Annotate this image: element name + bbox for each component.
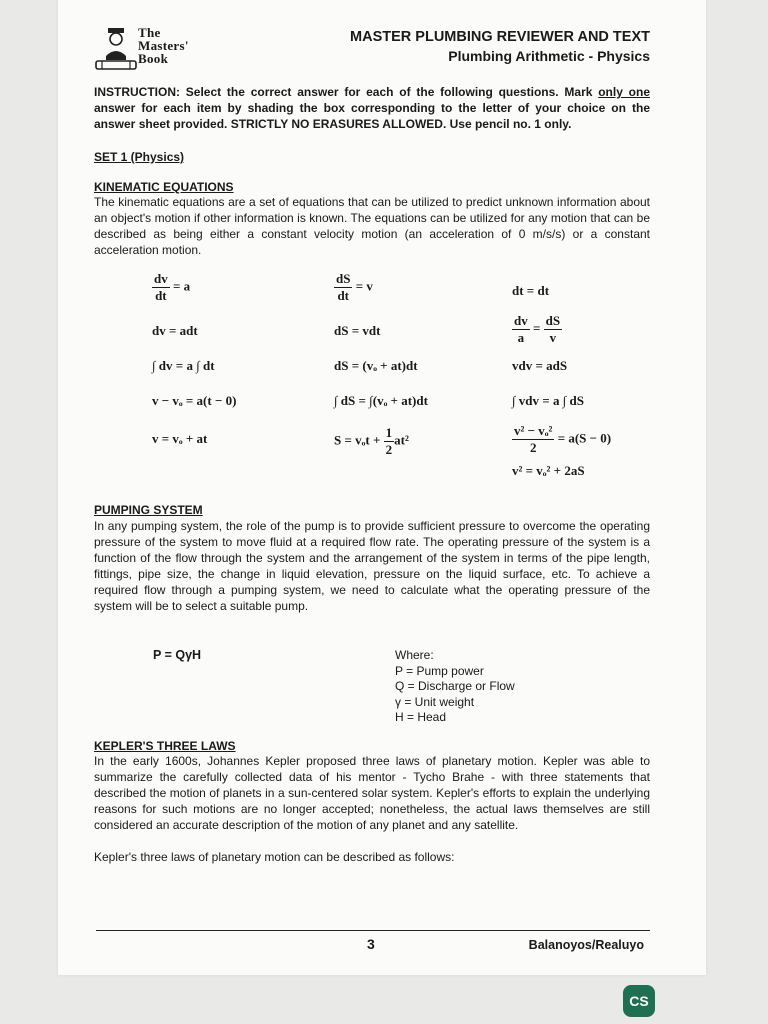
document-page — [58, 0, 706, 975]
eq-dv-adt: dv = adt — [152, 323, 198, 338]
pumping-paragraph: In any pumping system, the role of the pump is to provide sufficient pressure to overcome the operating pressure of the system to move fluid at a required flow rate. The operating pressure of the system is a function of the flow through the system and the arrangement of the system in terms of the pipe length, fittings, pipe size, the change in liquid elevation, pressure on the liquid surface, etc. To achieve a required flow through a pumping system, we need to calculate what the operating pressure of the system will be to select a suitable pump. — [94, 519, 650, 613]
eq-dS-vdt: dS = vdt — [334, 323, 381, 338]
book-subtitle: Plumbing Arithmetic - Physics — [448, 48, 650, 64]
eq-v2-v02-over-2: $\frac{\text{v² − vₒ²}}{2}$ = a(S − 0) — [514, 423, 612, 455]
set-heading: SET 1 (Physics) — [94, 150, 185, 164]
eq-v-v0-at: v = vₒ + at — [152, 431, 208, 446]
eq-integral-dv: ∫ dv = a ∫ dt — [152, 358, 215, 373]
authors: Balanoyos/Realuyo — [528, 938, 644, 952]
eq-vdv-adS: vdv = adS — [512, 358, 568, 373]
kepler-paragraph: In the early 1600s, Johannes Kepler proposed three laws of planetary motion. Kepler was able to summarize the carefully collected data of his mentor - Tycho Brahe - with three statements that described the motion of planets in a sun-centered solar system. Kepler's efforts to explain the underlying reasons for such motions are no longer accepted; nonetheless, the actual laws themselves are still considered an accurate description of the motion of any planet and any satellite. — [94, 754, 650, 832]
logo-line-2: Masters' — [138, 38, 189, 53]
kinematics-paragraph: The kinematic equations are a set of equations that can be utilized to predict unknown information about an object's motion if other information is known. The equations can be utilized for any motion that can be described as being either a constant velocity motion (an acceleration of 0 m/s/s) or a constant acceleration motion. — [94, 195, 650, 257]
logo-line-1: The — [138, 25, 161, 40]
masters-book-logo — [94, 26, 204, 72]
eq-v-minus-v0: v − vₒ = a(t − 0) — [152, 393, 237, 408]
logo-emblem-icon — [94, 26, 138, 72]
eq-dS-v0-at: dS = (vₒ + at)dt — [334, 358, 418, 373]
instruction-emphasis: only one — [598, 85, 650, 99]
eq-integral-dS: ∫ dS = ∫(vₒ + at)dt — [334, 393, 428, 408]
logo-line-3: Book — [138, 51, 169, 66]
kinematics-heading: KINEMATIC EQUATIONS — [94, 180, 234, 194]
legend-item-h: H = Head — [395, 710, 447, 724]
legend-item-gamma: γ = Unit weight — [395, 694, 475, 709]
eq-v2-v02-2aS: v² = vₒ² + 2aS — [512, 463, 585, 478]
pumping-heading: PUMPING SYSTEM — [94, 503, 203, 517]
eq-dS-dt: $\frac{dS}{dt}$ = v — [336, 271, 373, 303]
kepler-heading: KEPLER'S THREE LAWS — [94, 739, 236, 753]
instruction-text-end: answer for each item by shading the box corresponding to the letter of your choice on the answer sheet provided. STRICTLY NO ERASURES ALLOWED. Use pencil no. 1 only. — [94, 101, 650, 131]
legend-item-p: P = Pump power — [395, 663, 484, 678]
formula-legend — [395, 648, 515, 726]
eq-dv-a-dS-v: $\frac{dv}{a}$ = $\frac{dS}{v}$ — [514, 313, 561, 345]
legend-title: Where: — [395, 648, 434, 662]
pump-power-formula: P = QγH — [153, 648, 202, 662]
page-header — [94, 20, 650, 72]
eq-S-v0t-half-at2: S = vₒt + $\frac{1}{2}$ at² — [334, 425, 409, 457]
kepler-closing: Kepler's three laws of planetary motion can be described as follows: — [94, 850, 455, 864]
eq-dt-dt: dt = dt — [512, 283, 550, 298]
footer-divider — [96, 930, 650, 931]
eq-dv-dt: $\frac{dv}{dt}$ = a — [154, 271, 191, 303]
camscanner-badge-icon: CS — [623, 985, 655, 1017]
instruction-text-start: INSTRUCTION: Select the correct answer for each of the following questions. Mark — [94, 85, 599, 99]
logo-wordmark — [138, 26, 189, 65]
book-title: MASTER PLUMBING REVIEWER AND TEXT — [350, 29, 650, 45]
legend-item-q: Q = Discharge or Flow — [395, 679, 515, 693]
eq-integral-vdv: ∫ vdv = a ∫ dS — [512, 393, 584, 408]
instruction-paragraph — [94, 84, 650, 132]
page-number: 3 — [367, 936, 375, 952]
